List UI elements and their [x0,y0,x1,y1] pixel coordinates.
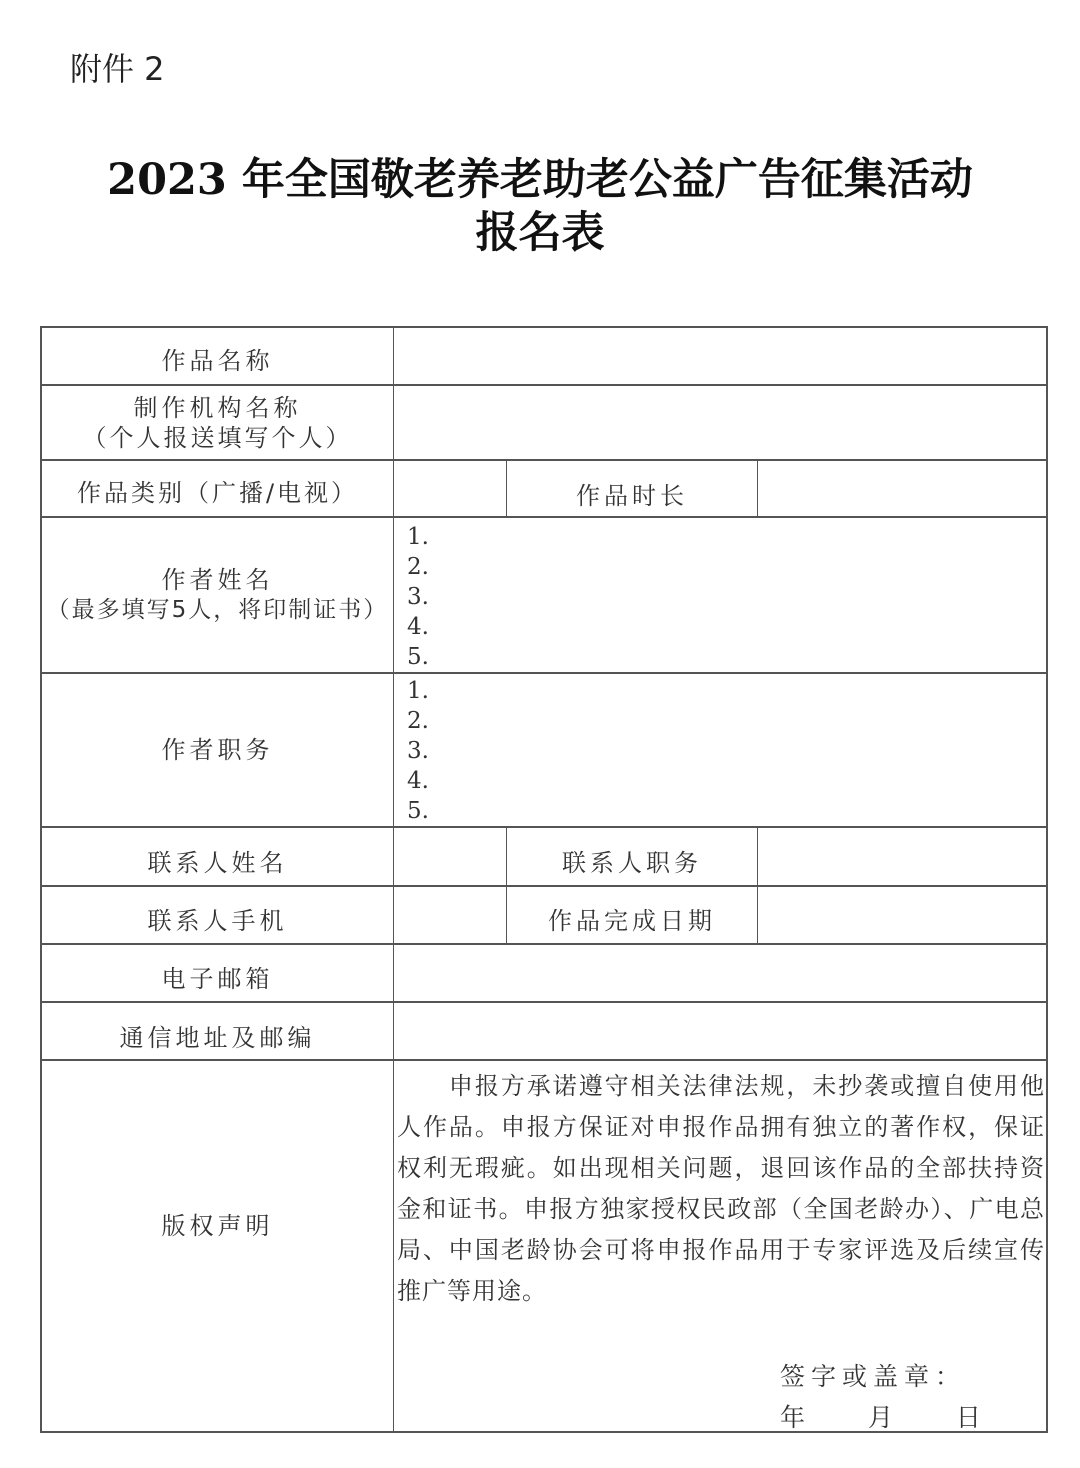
authors-list [407,522,429,672]
authors-field[interactable] [394,518,1046,672]
copyright-statement: 申报方承诺遵守相关法律法规，未抄袭或擅自使用他人作品。申报方保证对申报作品拥有独立的著作权，保证权利无瑕疵。如出现相关问题，退回该作品的全部扶持资金和证书。申报方独家授权民政部（全国老龄办）、广电总局、中国老龄协会可将申报作品用于专家评选及后续宣传推广等用途。 [397,1072,1045,1305]
label-authors-note: （最多填写5人，将印制证书） [46,597,389,623]
duration-field[interactable] [758,461,1046,516]
author-entry-1[interactable]: 1. [407,524,429,550]
label-address: 通信地址及邮编 [119,1024,316,1052]
author-titles-field[interactable] [394,674,1046,826]
author-title-entry-1[interactable]: 1. [407,678,429,704]
label-completion-date: 作品完成日期 [548,907,716,935]
label-author-titles: 作者职务 [161,736,274,764]
label-copyright: 版权声明 [161,1212,274,1240]
attachment-label: 附件 2 [70,50,165,88]
label-category: 作品类别（广播/电视） [76,479,359,507]
page-title: 2023 年全国敬老养老助老公益广告征集活动 [107,155,973,205]
author-entry-4[interactable]: 4. [407,614,429,640]
author-entry-2[interactable]: 2. [407,554,429,580]
label-duration: 作品时长 [576,482,688,510]
label-contact-phone: 联系人手机 [147,907,288,935]
author-title-entry-5[interactable]: 5. [407,798,429,824]
signature-label: 签字或盖章： [780,1362,967,1391]
label-contact-title: 联系人职务 [562,849,702,877]
label-authors [42,518,393,672]
label-work-name: 作品名称 [161,347,274,375]
signature-date-label: 年 月 日 [780,1403,991,1432]
label-contact-name: 联系人姓名 [147,849,288,877]
author-titles-list [407,676,429,826]
page-subtitle: 报名表 [475,208,605,258]
author-entry-3[interactable]: 3. [407,584,429,610]
contact-phone-field[interactable] [394,887,506,943]
label-producer-main: 制作机构名称 [133,393,302,422]
label-producer [42,386,393,459]
category-field[interactable] [394,461,506,516]
author-entry-5[interactable]: 5. [407,644,429,670]
label-authors-main: 作者姓名 [161,566,274,594]
label-producer-note: （个人报送填写个人） [82,423,353,452]
completion-date-field[interactable] [758,887,1046,943]
producer-field[interactable] [394,386,1046,459]
author-title-entry-4[interactable]: 4. [407,768,429,794]
author-title-entry-2[interactable]: 2. [407,708,429,734]
address-field[interactable] [394,1003,1046,1059]
table-border-right [1046,326,1048,1433]
work-name-field[interactable] [394,328,1046,384]
label-email: 电子邮箱 [161,965,274,993]
author-title-entry-3[interactable]: 3. [407,738,429,764]
email-field[interactable] [394,945,1046,1001]
contact-title-field[interactable] [758,828,1046,885]
contact-name-field[interactable] [394,828,506,885]
